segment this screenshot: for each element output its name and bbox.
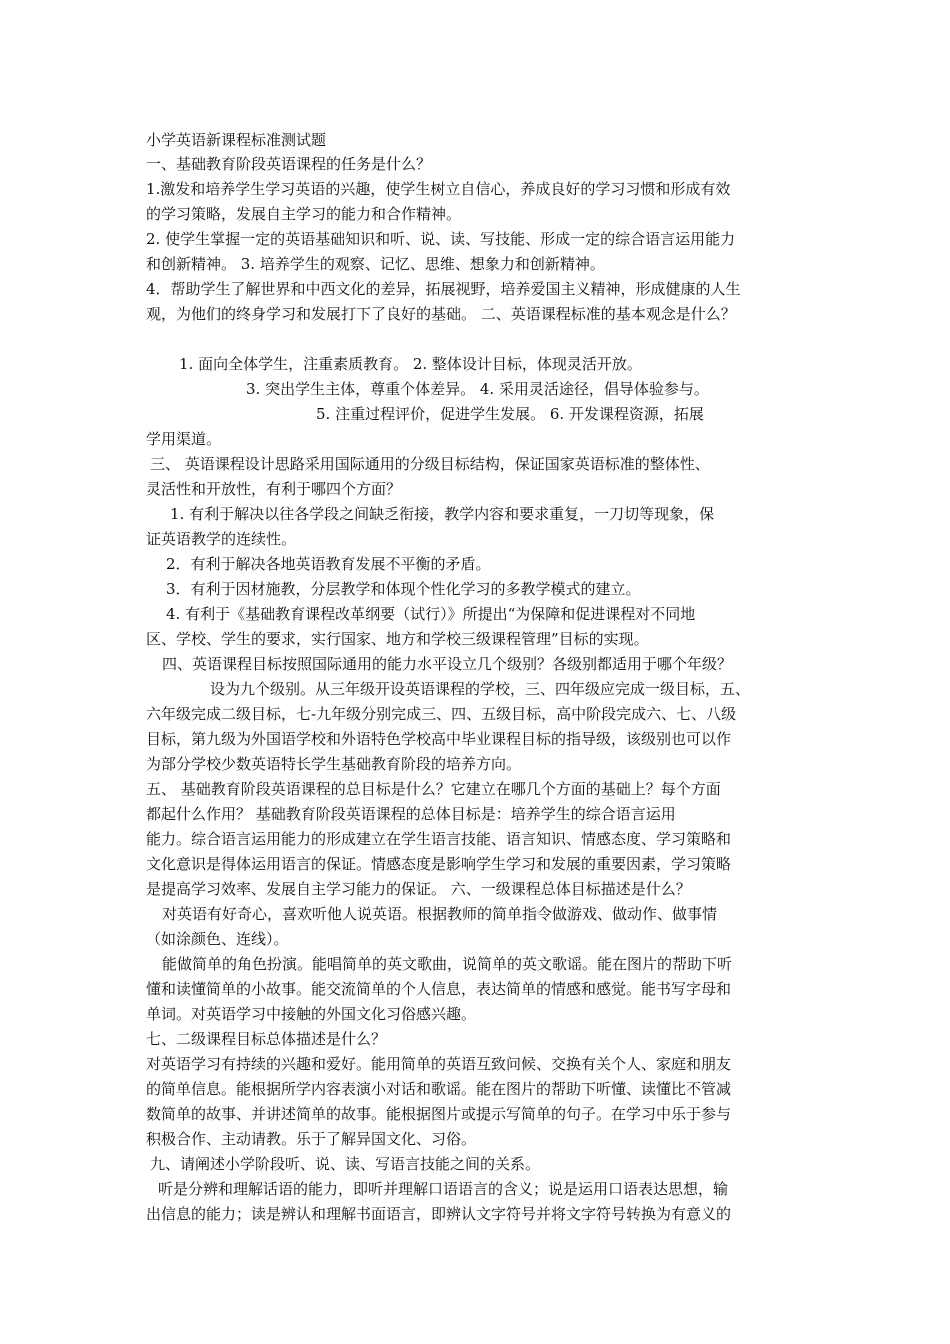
question-9-heading: 九、请阐述小学阶段听、说、读、写语言技能之间的关系。 [150,1155,541,1173]
text-line: 为部分学校少数英语特长学生基础教育阶段的培养方向。 [146,755,522,773]
text-line: 单词。对英语学习中接触的外国文化习俗感兴趣。 [146,1005,477,1023]
text-line: 六年级完成二级目标，七-九年级分别完成三、四、五级目标，高中阶段完成六、七、八级 [146,705,737,723]
question-5-heading: 五、 基础教育阶段英语课程的总目标是什么？它建立在哪几个方面的基础上？每个方面 [146,780,721,798]
text-line: 文化意识是得体运用语言的保证。情感态度是影响学生学习和发展的重要因素，学习策略 [146,855,732,873]
text-line: 3．有利于因材施教，分层教学和体现个性化学习的多教学模式的建立。 [166,580,641,598]
text-line: 积极合作、主动请教。乐于了解异国文化、习俗。 [146,1130,477,1148]
text-line: （如涂颜色、连线）。 [146,930,289,948]
text-line: 数简单的故事、并讲述简单的故事。能根据图片或提示写简单的句子。在学习中乐于参与 [146,1105,732,1123]
text-line: 1. 面向全体学生，注重素质教育。 2. 整体设计目标，体现灵活开放。 [179,355,642,373]
text-line: 对英语学习有持续的兴趣和爱好。能用简单的英语互致问候、交换有关个人、家庭和朋友 [146,1055,732,1073]
text-line: 的学习策略，发展自主学习的能力和合作精神。 [146,205,462,223]
text-line: 学用渠道。 [146,430,222,448]
text-line: 能做简单的角色扮演。能唱简单的英文歌曲，说简单的英文歌谣。能在图片的帮助下听 [162,955,733,973]
question-1-heading: 一、基础教育阶段英语课程的任务是什么？ [146,155,432,173]
text-line: 和创新精神。 3. 培养学生的观察、记忆、思维、想象力和创新精神。 [146,255,605,273]
text-line: 1.激发和培养学生学习英语的兴趣，使学生树立自信心，养成良好的学习习惯和形成有效 [146,180,731,198]
text-line: 1. 有利于解决以往各学段之间缺乏衔接，教学内容和要求重复，一刀切等现象，保 [170,505,715,523]
document-title: 小学英语新课程标准测试题 [146,131,327,149]
text-line: 3. 突出学生主体，尊重个体差异。 4. 采用灵活途径，倡导体验参与。 [246,380,709,398]
text-line: 是提高学习效率、发展自主学习能力的保证。 六、一级课程总体目标描述是什么？ [146,880,691,898]
text-line: 2. 使学生掌握一定的英语基础知识和听、说、读、写技能、形成一定的综合语言运用能力 [146,230,736,248]
text-line: 2．有利于解决各地英语教育发展不平衡的矛盾。 [166,555,491,573]
text-line: 设为九个级别。从三年级开设英语课程的学校，三、四年级应完成一级目标，五、 [210,680,751,698]
question-7-heading: 七、二级课程目标总体描述是什么？ [146,1030,387,1048]
question-3-heading: 三、 英语课程设计思路采用国际通用的分级目标结构，保证国家英语标准的整体性、 [150,455,710,473]
text-line: 能力。综合语言运用能力的形成建立在学生语言技能、语言知识、情感态度、学习策略和 [146,830,732,848]
text-line: 观，为他们的终身学习和发展打下了良好的基础。 二、英语课程标准的基本观念是什么？ [146,305,736,323]
text-line: 区、学校、学生的要求，实行国家、地方和学校三级课程管理”目标的实现。 [146,630,649,648]
text-line: 都起什么作用？ 基础教育阶段英语课程的总体目标是：培养学生的综合语言运用 [146,805,676,823]
text-line: 证英语教学的连续性。 [146,530,297,548]
text-line: 的简单信息。能根据所学内容表演小对话和歌谣。能在图片的帮助下听懂、读懂比不管减 [146,1080,732,1098]
text-line: 出信息的能力；读是辨认和理解书面语言，即辨认文字符号并将文字符号转换为有意义的 [146,1205,732,1223]
text-line: 目标，第九级为外国语学校和外语特色学校高中毕业课程目标的指导级，该级别也可以作 [146,730,732,748]
text-line: 懂和读懂简单的小故事。能交流简单的个人信息，表达简单的情感和感觉。能书写字母和 [146,980,732,998]
text-line: 对英语有好奇心，喜欢听他人说英语。根据教师的简单指令做游戏、做动作、做事情 [162,905,718,923]
text-line: 听是分辨和理解话语的能力，即听并理解口语语言的含义；说是运用口语表达思想，输 [158,1180,729,1198]
question-4-heading: 四、英语课程目标按照国际通用的能力水平设立几个级别？各级别都适用于哪个年级？ [162,655,733,673]
text-line: 4. 有利于《基础教育课程改革纲要（试行）》所提出“为保障和促进课程对不同地 [166,605,696,623]
text-line: 5. 注重过程评价，促进学生发展。 6. 开发课程资源，拓展 [316,405,704,423]
text-line: 4．帮助学生了解世界和中西文化的差异，拓展视野，培养爱国主义精神，形成健康的人生 [146,280,741,298]
text-line: 灵活性和开放性，有利于哪四个方面？ [146,480,402,498]
